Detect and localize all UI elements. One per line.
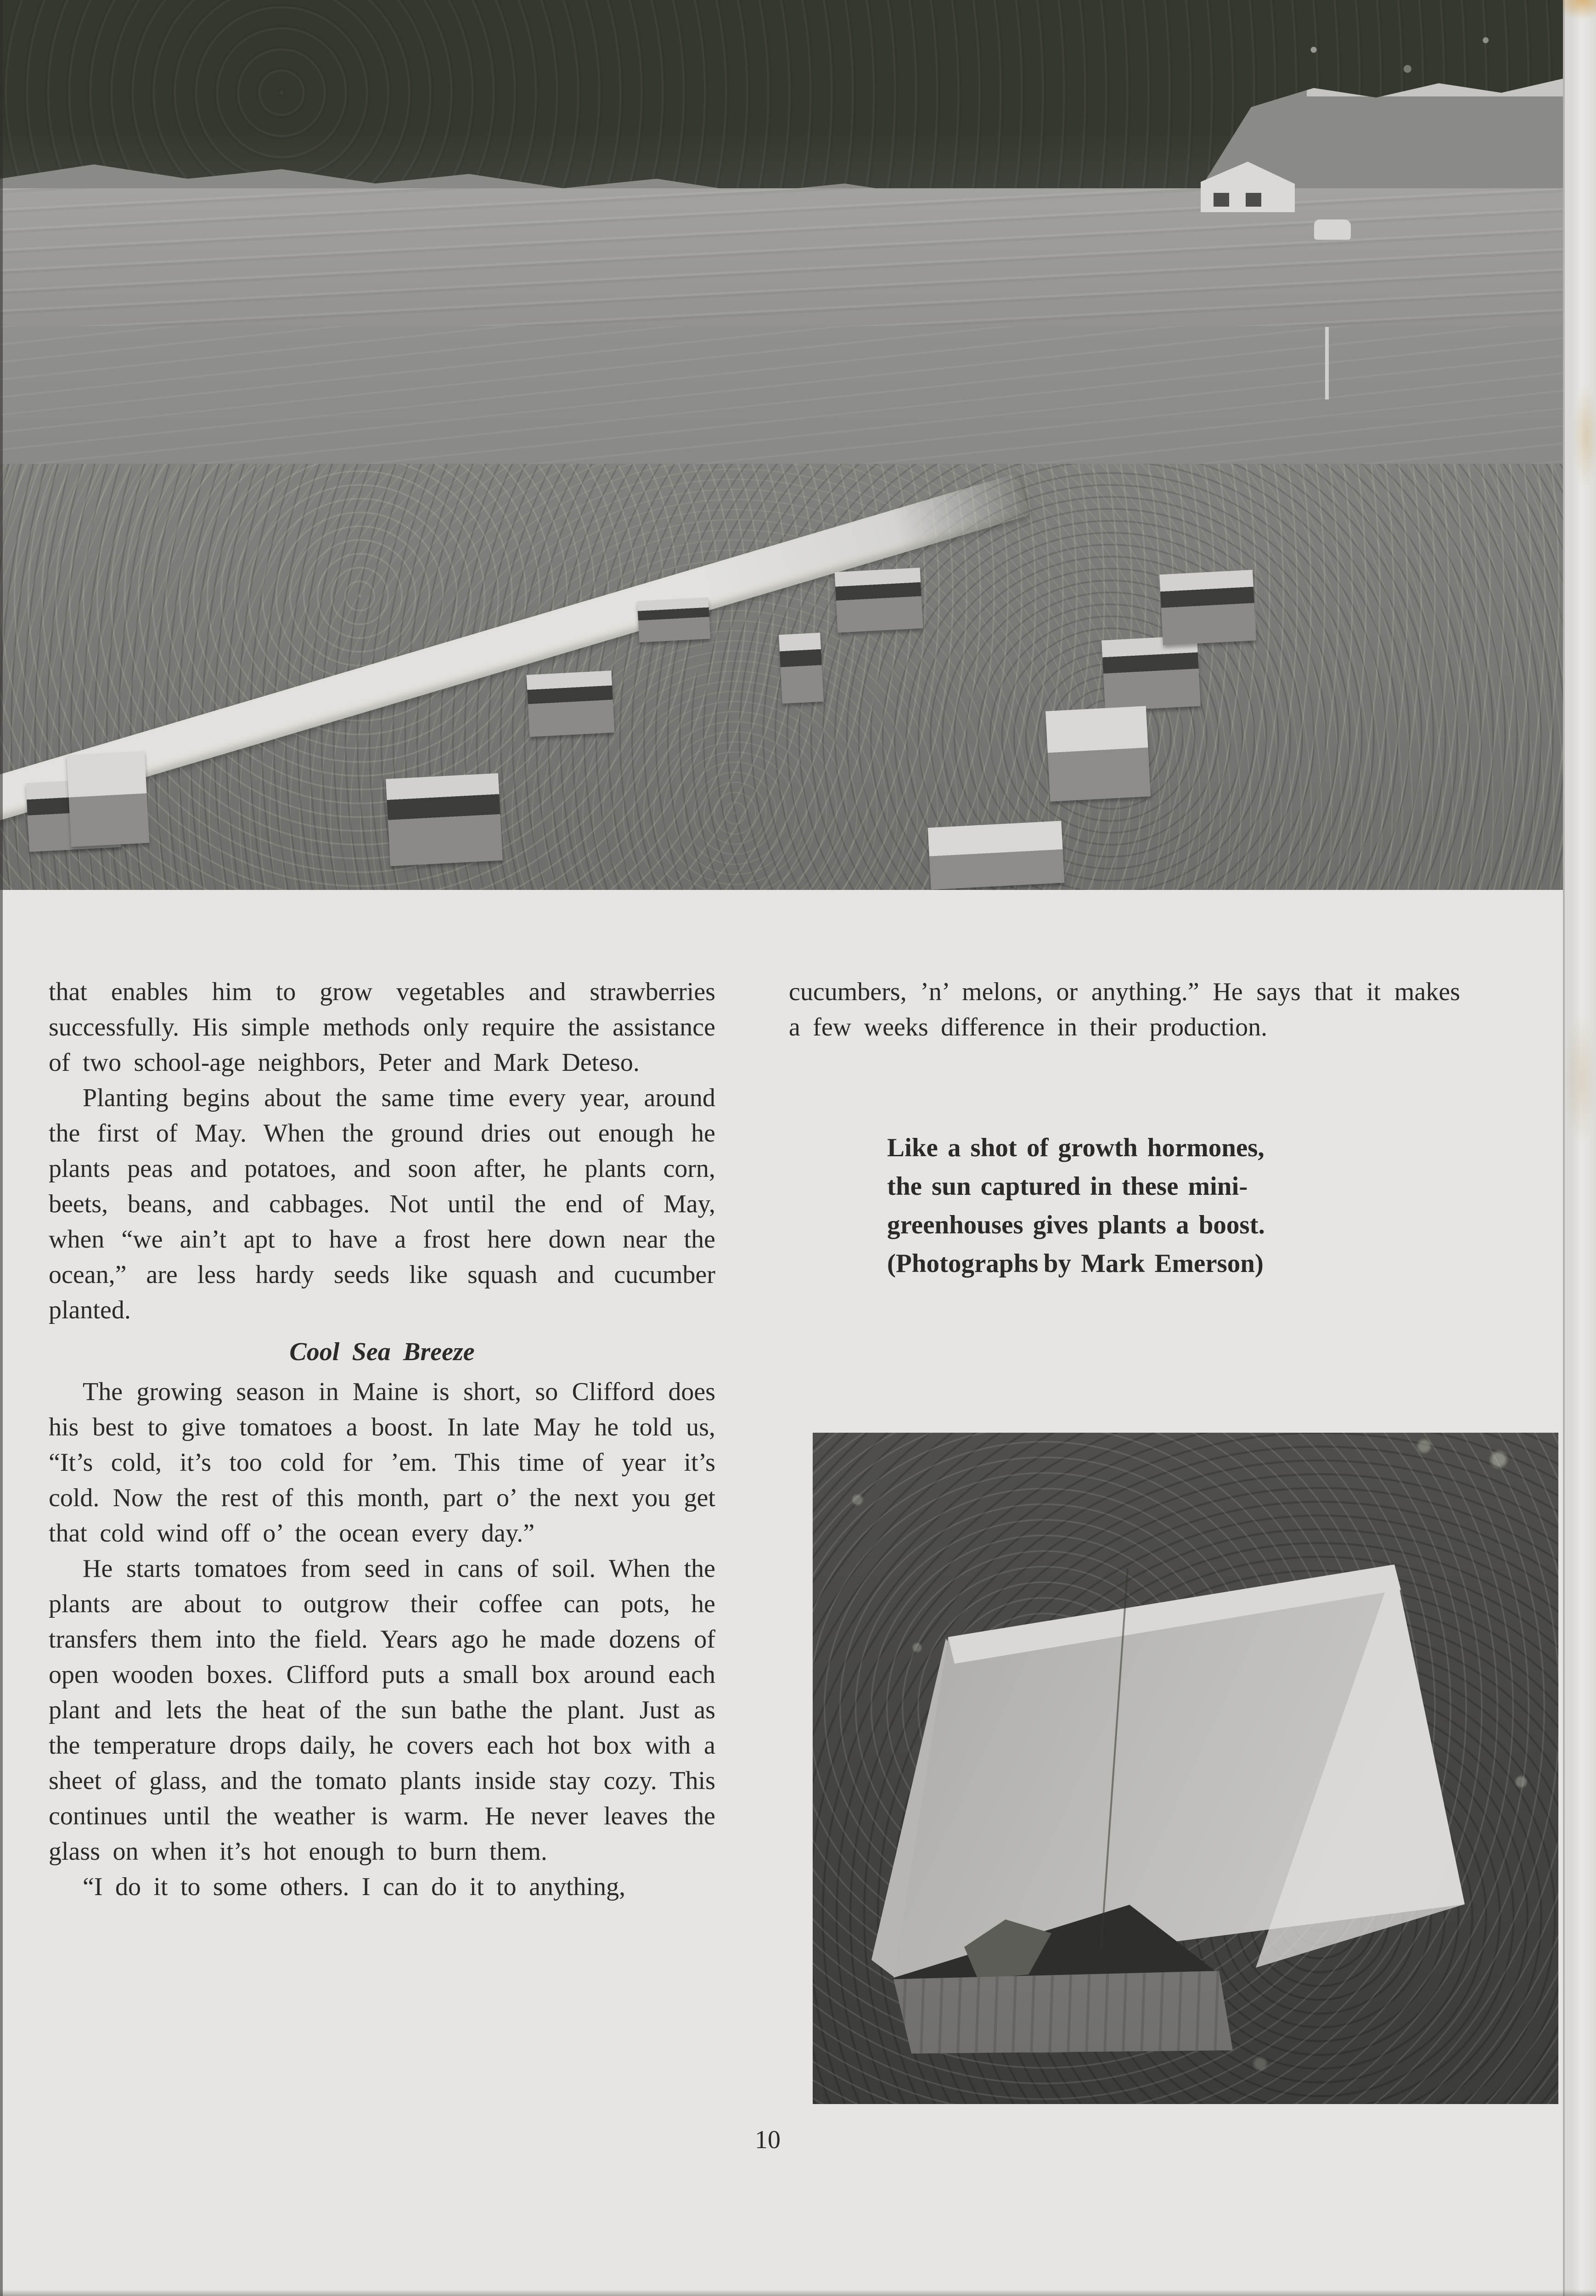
scan-bottom-edge <box>0 2290 1596 2296</box>
farmhouse <box>1201 162 1295 212</box>
caption-line: greenhouses gives plants a boost. <box>887 1210 1265 1239</box>
farmhouse-window <box>1214 193 1229 207</box>
caption-line: (Photographs by Mark Emerson) <box>887 1249 1264 1278</box>
wooden-hotbox <box>386 773 503 867</box>
hotbox-photo <box>813 1433 1558 2104</box>
left-column <box>49 974 715 1905</box>
wooden-hotbox <box>779 633 824 704</box>
mid-field <box>0 326 1564 464</box>
wooden-hotbox <box>637 597 710 642</box>
fence-post <box>1325 327 1329 400</box>
section-heading: Cool Sea Breeze <box>289 1338 475 1366</box>
far-field <box>0 188 1564 326</box>
wooden-hotbox <box>1159 570 1256 645</box>
wooden-hotbox <box>67 751 149 847</box>
right-column <box>789 974 1460 1283</box>
caption-line: the sun captured in these mini- <box>887 1172 1248 1201</box>
body-paragraph: “I do it to some others. I can do it to anything, <box>83 1873 626 1901</box>
wooden-hotbox <box>928 821 1065 889</box>
binding-edge <box>1563 0 1596 2296</box>
page-number: 10 <box>755 2126 781 2154</box>
wooden-hotbox <box>1045 706 1151 801</box>
scan-left-edge <box>0 0 3 2296</box>
body-paragraph: He starts tomatoes from seed in cans of soil. When the plants are about to outgrow their coffee can pots, he transfers them into the field. Years ago he made dozens of open wooden boxes. Clifford puts a small box around each plant and lets the heat of the sun bathe the plant. Just as the temperature drops daily, he covers each hot box with a sheet of glass, and the tomato plants inside stay cozy. This continues until the weather is warm. He never leaves the glass on when it’s hot enough to burn them. <box>49 1554 715 1866</box>
wooden-hotbox <box>835 568 923 633</box>
wooden-hotbox <box>1101 636 1201 711</box>
field-photo <box>0 0 1564 890</box>
wooden-hotbox <box>527 670 615 737</box>
farmhouse-window <box>1246 193 1261 207</box>
photo-caption <box>887 1129 1463 1283</box>
body-paragraph: Planting begins about the same time every year, around the first of May. When the ground dries out enough he plants peas and potatoes, and soon after, he plants corn, beets, beans, and cabbages. Not until the end of May, when “we ain’t apt to have a frost here down near the ocean,” are less hardy seeds like squash and cucumber planted. <box>49 1084 715 1324</box>
car <box>1314 219 1351 240</box>
body-paragraph: that enables him to grow vegetables and strawberries successfully. His simple methods only require the assistance of two school-age neighbors, Peter and Mark Deteso. <box>49 978 715 1077</box>
caption-line: Like a shot of growth hormones, <box>887 1133 1264 1162</box>
body-paragraph: The growing season in Maine is short, so Clifford does his best to give tomatoes a boost. In late May he told us, “It’s cold, it’s too cold for ’em. This time of year it’s cold. Now the rest of this month, part o’ the next you get that cold wind off o’ the ocean every day.” <box>49 1378 715 1548</box>
body-paragraph: cucumbers, ’n’ melons, or anything.” He says that it makes a few weeks difference in their production. <box>789 978 1460 1041</box>
